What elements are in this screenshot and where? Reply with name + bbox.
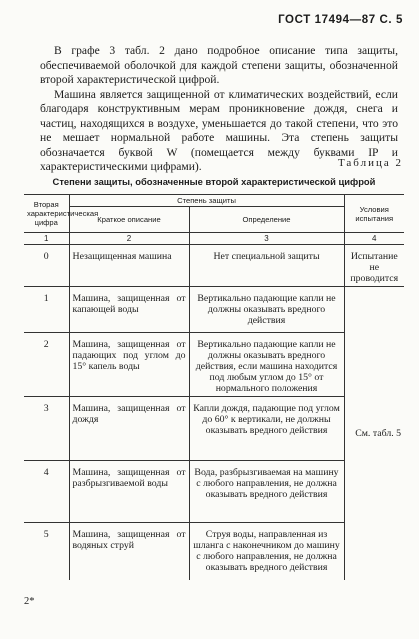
row-definition: Струя воды, направленная из шланга с наконечником до машину с любого направления, не должна оказывать вредного действия bbox=[189, 522, 344, 580]
column-number-row bbox=[24, 233, 404, 245]
row-code: 2 bbox=[24, 332, 69, 396]
row-short-description: Машина, защищенная от разбрызгиваемой воды bbox=[69, 460, 189, 522]
table-row bbox=[24, 245, 404, 287]
row-definition: Капли дождя, падающие под углом до 60° к вертикали, не должны оказывать вредного действия bbox=[189, 396, 344, 460]
row-code: 1 bbox=[24, 286, 69, 332]
row-short-description: Машина, защищенная от водяных струй bbox=[69, 522, 189, 580]
table-label: Таблица 2 bbox=[337, 157, 403, 169]
row-code: 4 bbox=[24, 460, 69, 522]
table-title: Степени защиты, обозначенные второй характеристической цифрой bbox=[52, 176, 376, 187]
intro-paragraph-1: В графе 3 табл. 2 дано подробное описание типа защиты, обеспечиваемой оболочкой для каждой степени защиты, обозначенной второй характеристической цифрой. bbox=[40, 44, 398, 86]
column-number: 1 bbox=[24, 233, 69, 245]
row-short-description: Машина, защищенная от дождя bbox=[69, 396, 189, 460]
header-definition: Определение bbox=[189, 207, 344, 233]
column-number: 3 bbox=[189, 233, 344, 245]
intro-text bbox=[40, 44, 398, 175]
table-row bbox=[24, 286, 404, 332]
row-test-condition: Испытание не проводится bbox=[344, 245, 404, 287]
column-number: 4 bbox=[344, 233, 404, 245]
column-number: 2 bbox=[69, 233, 189, 245]
row-definition: Вертикально падающие капли не должны оказывать вредного действия bbox=[189, 286, 344, 332]
header-second-digit: Вторая характеристическая цифра bbox=[24, 195, 69, 233]
merged-test-condition: См. табл. 5 bbox=[344, 286, 404, 580]
page-footer: 2* bbox=[24, 596, 35, 607]
row-code: 3 bbox=[24, 396, 69, 460]
row-definition: Нет специальной защиты bbox=[189, 245, 344, 287]
row-short-description: Машина, защищенная от падающих под углом до 15° капель воды bbox=[69, 332, 189, 396]
header-degree-group: Степень защиты bbox=[69, 195, 344, 207]
page-header: ГОСТ 17494—87 С. 5 bbox=[278, 14, 403, 26]
header-test-conditions: Условия испытания bbox=[344, 195, 404, 233]
row-code: 0 bbox=[24, 245, 69, 287]
row-code: 5 bbox=[43, 528, 49, 540]
protection-table bbox=[24, 194, 404, 580]
row-definition: Вертикально падающие капли не должны оказывать вредного действия, если машина находится под любым углом до 15° от нормального положения bbox=[189, 332, 344, 396]
row-short-description: Машина, защищенная от капающей воды bbox=[69, 286, 189, 332]
row-short-description: Незащищенная машина bbox=[69, 245, 189, 287]
intro-paragraph-2: Машина является защищенной от климатических воздействий, если благодаря конструктивным мерам проникновение дождя, снега и частиц, находящихся в воздухе, уменьшается до такой степени, что это не мешает нормальной работе машины. Эта степень защиты обозначается буквой W (помещается между буквами IP и характеристическими цифрами). bbox=[40, 87, 398, 173]
row-definition: Вода, разбрызгиваемая на машину с любого направления, не должна оказывать вредного действия bbox=[189, 460, 344, 522]
header-short-description: Краткое описание bbox=[69, 207, 189, 233]
